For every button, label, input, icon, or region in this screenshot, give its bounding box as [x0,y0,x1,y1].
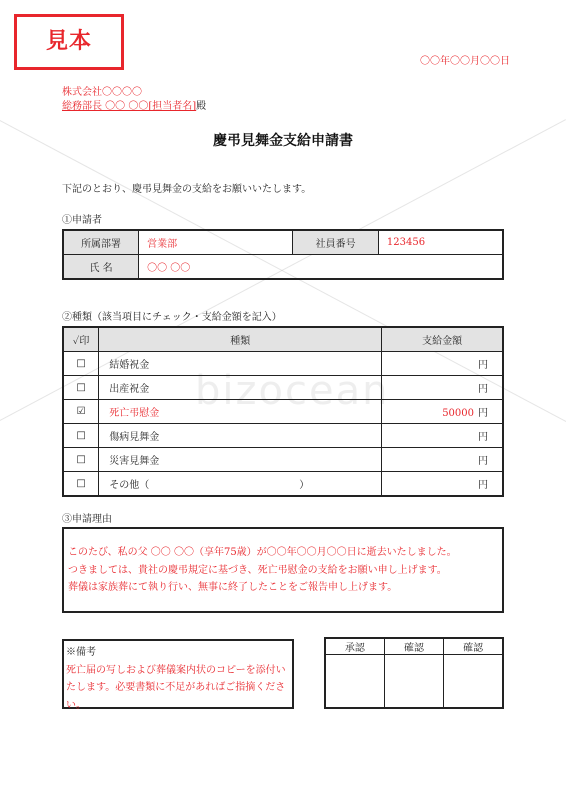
date: 〇〇年〇〇月〇〇日 [420,56,510,67]
amount-unit: 円 [478,408,488,419]
row-checkbox[interactable]: □ [63,424,99,448]
intro-text: 下記のとおり、慶弔見舞金の支給をお願いいたします。 [62,184,312,195]
reason-line: このたび、私の父 〇〇 〇〇（享年75歳）が〇〇年〇〇月〇〇日に逝去いたしました。 [68,547,457,558]
section-applicant-heading: ①申請者 [62,215,102,226]
row-amount[interactable] [382,448,503,472]
table-row [63,400,503,424]
row-amount[interactable] [382,352,503,376]
row-checkbox[interactable]: ☑ [63,400,99,424]
confirm-header: 確認 [384,638,443,655]
row-amount[interactable] [382,400,503,424]
section-kind-heading: ②種類（該当項目にチェック・支給金額を記入） [62,312,282,323]
remarks-box[interactable] [62,639,294,709]
row-checkbox[interactable]: □ [63,448,99,472]
recipient-honorific: 殿 [196,101,207,112]
company-name: 株式会社〇〇〇〇 [62,87,142,98]
dept-label: 所属部署 [63,230,139,255]
row-kind-name: 傷病見舞金 [99,424,382,448]
sample-stamp: 見本 [14,14,124,70]
name-value[interactable]: 〇〇 〇〇 [139,255,503,280]
table-row [63,448,503,472]
row-checkbox[interactable]: □ [63,352,99,376]
watermark: bizocean [195,368,390,414]
dept-value[interactable]: 営業部 [139,230,293,255]
reason-box[interactable] [62,527,504,613]
reason-line: 葬儀は家族葬にて執り行い、無事に終了したことをご報告申し上げます。 [68,582,398,593]
row-amount[interactable] [382,424,503,448]
remarks-line: 死亡届の写しおよび葬儀案内状のコピーを添付い [66,664,286,676]
remarks-line: い。 [66,699,86,711]
amount-unit: 円 [478,432,488,443]
remarks-line: たします。必要書類に不足があればご指摘くださ [66,682,286,693]
amount-unit: 円 [478,480,488,491]
amount-unit: 円 [478,360,488,371]
approval-table [324,637,504,709]
recipient-title: 総務部長 〇〇 〇〇[担当者名] [62,101,197,112]
row-kind-name: その他（ ） [99,472,382,497]
amount-unit: 円 [478,456,488,467]
applicant-table [62,229,504,280]
kind-table [62,326,504,497]
table-row [63,472,503,497]
confirm-header: 確認 [444,638,503,655]
row-checkbox[interactable]: □ [63,376,99,400]
document-title: 慶弔見舞金支給申請書 [213,133,353,149]
table-row [63,352,503,376]
col-check-header: ✓印 [63,327,99,352]
amount-unit: 円 [478,384,488,395]
reason-line: つきましては、貴社の慶弔規定に基づき、死亡弔慰金の支給をお願い申し上げます。 [68,564,447,576]
amount-value: 50000 [442,408,474,419]
recipient [62,97,206,112]
row-kind-name: 結婚祝金 [99,352,382,376]
table-row [63,376,503,400]
row-amount[interactable] [382,376,503,400]
approval-header: 承認 [325,638,384,655]
row-kind-name: 死亡弔慰金 [99,400,382,424]
employee-number-value[interactable]: 123456 [378,230,503,255]
col-amount-header: 支給金額 [382,327,503,352]
row-kind-name: 出産祝金 [99,376,382,400]
row-checkbox[interactable]: □ [63,472,99,497]
row-amount[interactable] [382,472,503,497]
table-row [63,424,503,448]
col-kind-header: 種類 [99,327,382,352]
confirm-seal-cell[interactable] [384,655,443,709]
employee-number-label: 社員番号 [293,230,379,255]
row-kind-name: 災害見舞金 [99,448,382,472]
approval-seal-cell[interactable] [325,655,384,709]
section-reason-heading: ③申請理由 [62,514,112,525]
name-label: 氏 名 [63,255,139,280]
remarks-heading: ※備考 [66,647,96,658]
confirm-seal-cell[interactable] [444,655,503,709]
